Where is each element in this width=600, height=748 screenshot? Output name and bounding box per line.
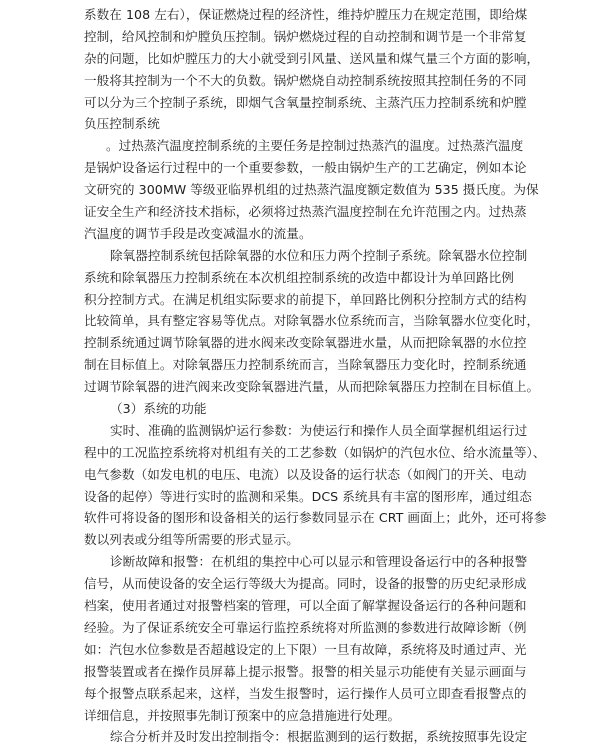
text-line: 经验。为了保证系统安全可靠运行监控系统将对所监测的参数进行故障诊断（例 <box>84 619 527 635</box>
text-line: 信号，从而使设备的安全运行等级大为提高。同时，设备的报警的历史纪录形成 <box>84 576 527 592</box>
text-line: 一般将其控制为一个不大的负数。锅炉燃烧自动控制系统按照其控制任务的不同 <box>84 72 527 88</box>
text-line: 设备的起停）等进行实时的监测和采集。DCS 系统具有丰富的图形库，通过组态 <box>84 488 532 504</box>
text-line: 控制系统通过调节除氧器的进水阀来改变除氧器进水量，从而把除氧器的水位控 <box>84 335 527 351</box>
text-line: （3）系统的功能 <box>110 401 207 417</box>
text-line: 报警装置或者在操作员屏幕上提示报警。报警的相关显示功能使有关显示画面与 <box>84 663 527 679</box>
text-line: 实时、准确的监测锅炉运行参数：为使运行和操作人员全面掌握机组运行过 <box>110 422 528 438</box>
text-line: 杂的问题，比如炉膛压力的大小就受到引风量、送风量和煤气量三个方面的影响， <box>84 50 540 66</box>
text-line: 制在目标值上。对除氧器压力控制系统而言，当除氧器压力变化时，控制系统通 <box>84 357 527 373</box>
text-line: 电气参数（如发电机的电压、电流）以及设备的运行状态（如阀门的开关、电动 <box>84 466 527 482</box>
text-line: 程中的工况监控系统将对机组有关的工艺参数（如锅炉的汽包水位、给水流量等）、 <box>84 444 546 460</box>
text-line: 证安全生产和经济技术指标，必须将过热蒸汽温度控制在允许范围之内。过热蒸 <box>84 204 527 220</box>
text-line: 过调节除氧器的进汽阀来改变除氧器进汽量，从而把除氧器压力控制在目标值上。 <box>84 379 540 395</box>
text-line: 详细信息，并按照事先制订预案中的应急措施进行处理。 <box>84 707 401 723</box>
text-line: 数以列表或分组等所需要的形式显示。 <box>84 532 299 548</box>
text-line: 可以分为三个控制子系统，即烟气含氧量控制系统、主蒸汽压力控制系统和炉膛 <box>84 94 527 110</box>
text-line: 积分控制方式。在满足机组实际要求的前提下，单回路比例积分控制方式的结构 <box>84 291 527 307</box>
text-line: 系数在 108 左右），保证燃烧过程的经济性，维持炉膛压力在规定范围，即给煤 <box>84 7 528 22</box>
text-line: 如：汽包水位参数是否超越设定的上下限）一旦有故障，系统将及时通过声、光 <box>84 641 527 657</box>
text-line: 软件可将设备的图形和设备相关的运行参数同显示在 CRT 画面上；此外，还可将参 <box>84 510 547 526</box>
text-line: 除氧器控制系统包括除氧器的水位和压力两个控制子系统。除氧器水位控制 <box>110 247 528 263</box>
text-line: 比较简单，具有整定容易等优点。对除氧器水位系统而言，当除氧器水位变化时， <box>84 313 540 329</box>
text-line: 文研究的 300MW 等级亚临界机组的过热蒸汽温度额定数值为 535 摄氏度。为保 <box>84 182 539 198</box>
text-line: 负压控制系统 <box>84 116 160 132</box>
text-line: 。过热蒸汽温度控制系统的主要任务是控制过热蒸汽的温度。过热蒸汽温度 <box>106 138 524 154</box>
body-text <box>84 4 552 748</box>
text-line: 控制，给风控制和炉膛负压控制。锅炉燃烧过程的自动控制和调节是一个非常复 <box>84 28 527 44</box>
text-line: 是锅炉设备运行过程中的一个重要参数，一般由锅炉生产的工艺确定，例如本论 <box>84 160 527 176</box>
text-line: 系统和除氧器压力控制系统在本次机组控制系统的改造中都设计为单回路比例 <box>84 269 514 285</box>
text-line: 综合分析并及时发出控制指令：根据监测到的运行数据，系统按照事先设定 <box>110 729 528 745</box>
text-line: 汽温度的调节手段是改变减温水的流量。 <box>84 225 312 241</box>
text-line: 每个报警点联系起来，这样，当发生报警时，运行操作人员可立即查看报警点的 <box>84 685 527 701</box>
text-line: 诊断故障和报警：在机组的集控中心可以显示和管理设备运行中的各种报警 <box>110 554 528 570</box>
text-line: 档案，使用者通过对报警档案的管理，可以全面了解掌握设备运行的各种问题和 <box>84 598 527 614</box>
